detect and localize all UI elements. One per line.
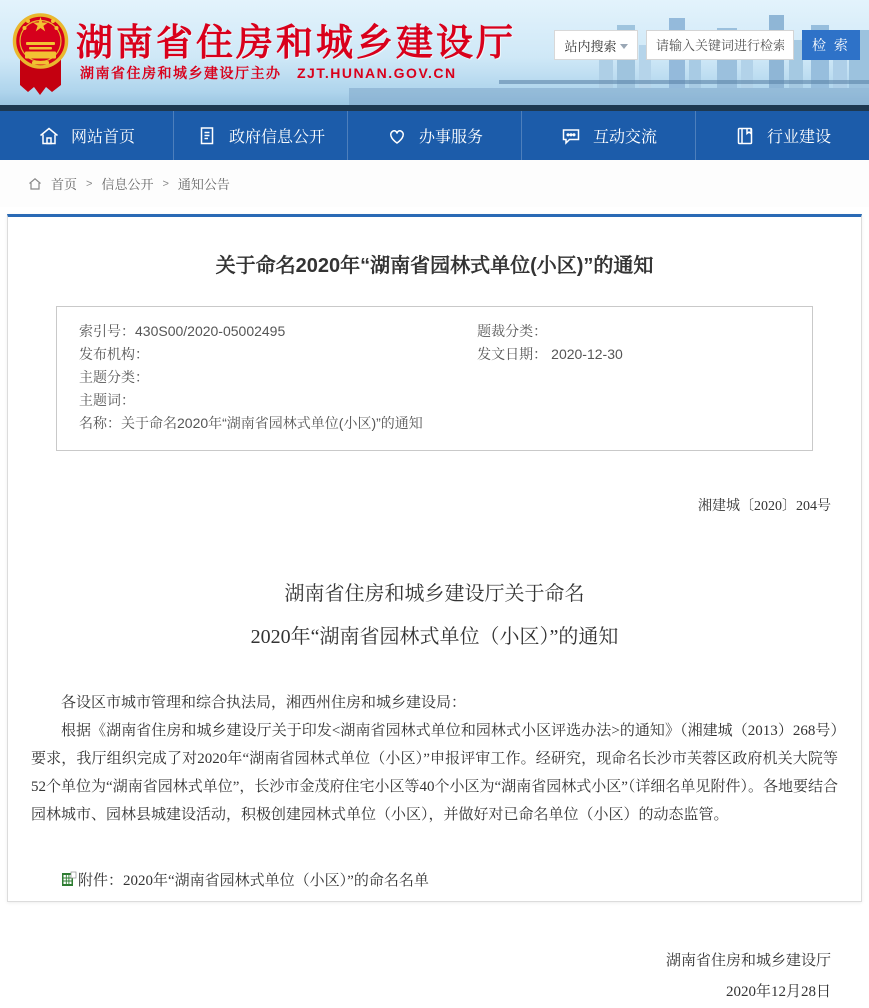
excel-file-icon	[61, 872, 76, 887]
meta-genre-label: 题裁分类：	[477, 323, 548, 339]
nav-item-interaction[interactable]	[522, 111, 696, 160]
site-search	[554, 30, 860, 60]
document-title-line1: 湖南省住房和城乡建设厅关于命名	[284, 583, 585, 605]
heart-icon	[386, 125, 408, 147]
signature-date: 2020年12月28日	[725, 984, 831, 1000]
meta-keywords-label: 主题词：	[79, 392, 135, 408]
site-title: 湖南省住房和城乡建设厅	[76, 22, 516, 63]
signature-block	[8, 946, 861, 1008]
breadcrumb	[0, 160, 869, 207]
meta-publisher-label: 发布机构：	[79, 346, 149, 362]
nav-item-label: 行业建设	[766, 129, 831, 146]
meta-genre	[477, 320, 790, 343]
attachment-row	[31, 869, 838, 890]
chat-icon	[560, 125, 582, 147]
meta-index	[79, 320, 477, 343]
home-outline-icon	[28, 177, 42, 191]
nav-item-home[interactable]	[0, 111, 174, 160]
book-icon	[734, 125, 756, 147]
document-title	[8, 573, 861, 659]
site-header	[0, 0, 869, 105]
search-scope-label: 站内搜索	[564, 38, 617, 54]
body-paragraph: 根据《湖南省住房和城乡建设厅关于印发<湖南省园林式单位和园林式小区评选办法>的通知》（湘建城（2013）268号）要求，我厅组织完成了对2020年“湖南省园林式单位（小区）”申报评审工作。经研究，现命名长沙市芙蓉区政府机关大院等52个单位为“湖南省园林式单位”，长沙市金茂府住宅小区等40个小区为“湖南省园林式小区”（详细名单见附件）。各地要结合园林城市、园林县城建设活动，积极创建园林式单位（小区），并做好对已命名单位（小区）的动态监管。	[31, 723, 838, 823]
chevron-down-icon	[620, 44, 628, 49]
nav-item-label: 政府信息公开	[228, 129, 325, 146]
nav-item-label: 互动交流	[592, 129, 657, 146]
meta-name-label: 名称：	[79, 415, 121, 431]
document-body	[31, 689, 838, 829]
breadcrumb-info-disclosure[interactable]: 信息公开	[101, 177, 154, 192]
document-meta-box	[56, 306, 813, 451]
home-icon	[38, 125, 60, 147]
meta-topic-label: 主题分类：	[79, 369, 149, 385]
breadcrumb-separator: >	[162, 177, 169, 190]
meta-index-value: 430S00/2020-05002495	[135, 323, 286, 339]
main-nav	[0, 111, 869, 160]
document-icon	[196, 125, 218, 147]
search-scope-dropdown[interactable]	[554, 30, 638, 60]
meta-publisher	[79, 343, 477, 366]
meta-index-label: 索引号：	[79, 323, 135, 339]
meta-issue-date-label: 发文日期：	[477, 346, 548, 362]
search-button[interactable]: 检 索	[802, 30, 860, 60]
nav-item-services[interactable]	[348, 111, 522, 160]
breadcrumb-home[interactable]: 首页	[51, 177, 78, 192]
nav-item-industry[interactable]	[696, 111, 869, 160]
meta-issue-date	[477, 343, 790, 366]
content-panel	[7, 214, 862, 1000]
signature-organization: 湖南省住房和城乡建设厅	[665, 953, 831, 969]
nav-item-gov-info[interactable]	[174, 111, 348, 160]
nav-item-label: 办事服务	[418, 129, 483, 146]
meta-name	[79, 412, 790, 435]
document-number: 湘建城〔2020〕204号	[698, 499, 831, 514]
breadcrumb-separator: >	[86, 177, 93, 190]
national-emblem	[13, 5, 68, 97]
site-subtitle: 湖南省住房和城乡建设厅主办 ZJT.HUNAN.GOV.CN	[80, 65, 457, 81]
document-title-line2: 2020年“湖南省园林式单位（小区）”的通知	[250, 626, 619, 648]
meta-name-value: 关于命名2020年“湖南省园林式单位(小区)”的通知	[121, 415, 423, 431]
breadcrumb-notices[interactable]: 通知公告	[177, 177, 230, 192]
attachment-link[interactable]: 附件：2020年“湖南省园林式单位（小区）”的命名名单	[78, 873, 429, 889]
body-paragraph: 各设区市城市管理和综合执法局，湘西州住房和城乡建设局：	[61, 695, 467, 711]
meta-issue-date-value: 2020-12-30	[551, 346, 623, 362]
meta-keywords	[79, 389, 477, 412]
page-title: 关于命名2020年“湖南省园林式单位(小区)”的通知	[215, 255, 654, 277]
meta-topic	[79, 366, 477, 389]
search-input[interactable]	[646, 30, 794, 60]
nav-item-label: 网站首页	[70, 129, 135, 146]
